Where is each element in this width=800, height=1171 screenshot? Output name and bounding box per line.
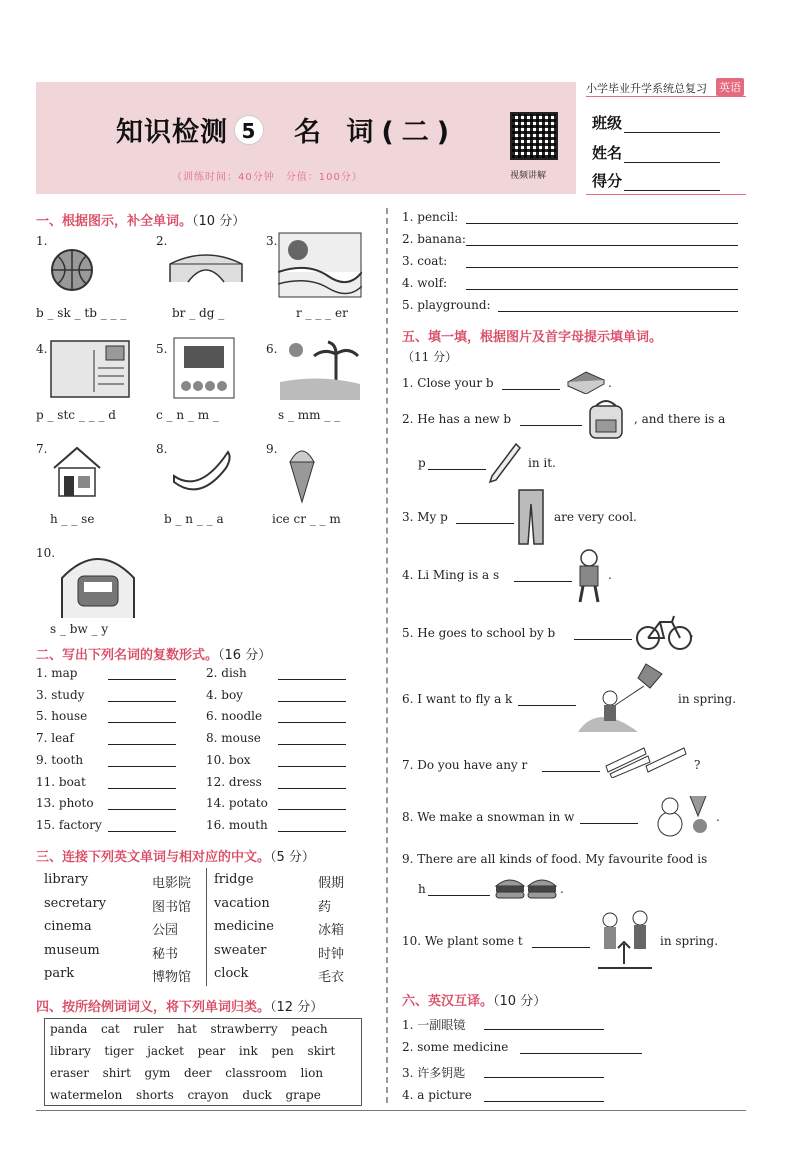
plural-answer-blank[interactable] [278, 798, 346, 810]
score-field[interactable] [592, 170, 720, 191]
score-blank[interactable] [624, 175, 720, 191]
section1-points: （10 分） [192, 214, 246, 229]
section3-title-text: 三、连接下列英文单词与相对应的中文。 [36, 850, 271, 865]
title-number: 5 [234, 115, 264, 145]
plural-item-label: 2. dish [206, 666, 247, 680]
subway-train-icon [58, 548, 138, 620]
s5-answer-blank[interactable] [502, 378, 560, 390]
word-bank-row: watermelon shorts crayon duck grape [50, 1088, 321, 1102]
s5-answer-blank[interactable] [518, 694, 576, 706]
category-answer-line[interactable] [498, 300, 738, 312]
s1-item-num: 4. [36, 342, 48, 356]
s5-answer-blank[interactable] [456, 512, 514, 524]
name-label: 姓名 [592, 144, 623, 162]
section5-title-text: 五、填一填，根据图片及首字母提示填单词。 [402, 330, 663, 345]
plural-answer-blank[interactable] [108, 668, 176, 680]
translation-answer-blank[interactable] [484, 1090, 604, 1102]
word-bank-row: library tiger jacket pear ink pen skirt [50, 1044, 336, 1058]
plural-item-label: 3. study [36, 687, 85, 702]
plural-item-label: 9. tooth [36, 752, 84, 767]
category-label: 1. pencil: [402, 210, 459, 224]
match-chinese-word[interactable]: 药 [318, 899, 332, 915]
s5-item-after: . [608, 376, 612, 390]
section2-title-text: 二、写出下列名词的复数形式。 [36, 648, 219, 663]
class-field[interactable] [592, 112, 720, 133]
section2-title [36, 644, 271, 663]
schoolbag-icon [584, 398, 628, 440]
s5-answer-blank[interactable] [514, 570, 572, 582]
translation-item: 3. 许多钥匙 [402, 1066, 466, 1080]
s5-item-after: ? [694, 758, 701, 772]
s1-item-num: 10. [36, 546, 56, 560]
plural-item-label: 10. box [206, 752, 251, 767]
section1-title-text: 一、根据图示，补全单词。 [36, 214, 193, 229]
match-chinese-word[interactable]: 毛衣 [318, 970, 345, 985]
name-field[interactable] [592, 142, 720, 163]
plural-answer-blank[interactable] [108, 777, 176, 789]
s5-answer-blank[interactable] [532, 936, 590, 948]
rulers-icon [604, 744, 688, 778]
pencil-icon [488, 440, 522, 484]
match-english-word[interactable]: secretary [44, 895, 107, 911]
section4-points: （12 分） [270, 1000, 324, 1015]
section4-title [36, 996, 323, 1015]
match-english-word[interactable]: park [44, 966, 75, 981]
section6-title [402, 990, 546, 1009]
s5-item-after: in it. [528, 456, 556, 470]
plural-answer-blank[interactable] [108, 755, 176, 767]
pants-icon [516, 488, 546, 546]
s5-item-after: , and there is a [634, 412, 726, 426]
time-and-score-note: （训练时间：40分钟 分值：100分） [172, 172, 363, 183]
category-answer-line[interactable] [466, 234, 738, 246]
plural-answer-blank[interactable] [278, 777, 346, 789]
s1-item-num: 1. [36, 234, 48, 248]
plural-item-label: 14. potato [206, 796, 268, 811]
word-bank-row: panda cat ruler hat strawberry peach [50, 1022, 328, 1036]
translation-answer-blank[interactable] [484, 1066, 604, 1078]
qr-label: 视频讲解 [510, 171, 547, 181]
section4-title-text: 四、按所给例词词义，将下列单词归类。 [36, 1000, 271, 1015]
footer-rule [36, 1110, 746, 1111]
river-icon [278, 232, 362, 298]
title-prefix: 知识检测 [116, 117, 228, 148]
s1-item-num: 7. [36, 442, 48, 456]
match-english-word[interactable]: cinema [44, 919, 92, 934]
class-blank[interactable] [624, 117, 720, 133]
s1-hint: c _ n _ m _ [156, 408, 219, 422]
hamburger-icon [494, 874, 560, 900]
translation-answer-blank[interactable] [520, 1042, 642, 1054]
s5-item-text: 8. We make a snowman in w [402, 810, 575, 824]
s5-item-after: in spring. [660, 934, 719, 948]
postcard-icon [50, 340, 130, 398]
match-chinese-word[interactable]: 图书馆 [152, 899, 192, 915]
category-label: 2. banana: [402, 232, 466, 246]
plural-answer-blank[interactable] [278, 690, 346, 702]
category-answer-line[interactable] [466, 256, 738, 268]
student-icon [574, 548, 604, 604]
match-chinese-word[interactable]: 时钟 [318, 946, 345, 962]
plural-item-label: 6. noodle [206, 709, 263, 724]
s5-item-after: . [716, 810, 720, 824]
match-chinese-word[interactable]: 假期 [318, 876, 345, 891]
s5-item-text: 1. Close your b [402, 376, 494, 390]
plural-answer-blank[interactable] [108, 798, 176, 810]
header-bottom-rule [586, 194, 746, 195]
s5-item-text: 9. There are all kinds of food. My favourite food is [402, 852, 708, 866]
s5-item-text: 7. Do you have any r [402, 758, 528, 772]
kite-icon [578, 662, 670, 732]
column-divider [386, 208, 388, 1103]
page-title [116, 110, 457, 149]
translation-item: 2. some medicine [402, 1040, 509, 1054]
s5-item-text: p [418, 456, 426, 470]
s5-item-text: 6. I want to fly a k [402, 692, 513, 706]
match-divider [206, 868, 207, 986]
s1-item-num: 6. [266, 342, 278, 356]
section3-points: （5 分） [270, 850, 315, 865]
match-chinese-word[interactable]: 秘书 [152, 946, 179, 962]
plural-item-label: 15. factory [36, 817, 102, 832]
plural-item-label: 4. boy [206, 687, 243, 702]
snowman-icon [640, 792, 714, 838]
plural-item-label: 11. boat [36, 774, 86, 789]
section6-points: （10 分） [493, 994, 547, 1009]
plural-item-label: 16. mouth [206, 817, 268, 832]
s1-hint: r _ _ _ er [296, 306, 348, 320]
s1-hint: p _ stc _ _ _ d [36, 408, 116, 422]
s5-item-text: 2. He has a new b [402, 412, 512, 426]
category-label: 4. wolf: [402, 276, 448, 290]
plural-item-label: 5. house [36, 709, 88, 724]
s1-item-num: 5. [156, 342, 168, 356]
s1-hint: s _ mm _ _ [278, 408, 341, 422]
plural-item-label: 12. dress [206, 774, 262, 789]
s5-item-after: . [690, 626, 694, 640]
plural-item-label: 13. photo [36, 796, 94, 811]
s5-item-text: 5. He goes to school by b [402, 626, 556, 640]
summer-beach-icon [280, 338, 360, 400]
s1-item-num: 9. [266, 442, 278, 456]
s1-item-num: 2. [156, 234, 168, 248]
s1-hint: ice cr _ _ m [272, 512, 341, 526]
match-english-word[interactable]: medicine [214, 919, 275, 934]
s1-item-num: 3. [266, 234, 278, 248]
s1-item-num: 8. [156, 442, 168, 456]
s5-answer-blank[interactable] [428, 458, 486, 470]
word-bank-row: eraser shirt gym deer classroom lion [50, 1066, 324, 1080]
plural-answer-blank[interactable] [108, 733, 176, 745]
match-english-word[interactable]: sweater [214, 942, 267, 958]
score-label: 得分 [592, 172, 623, 190]
plural-answer-blank[interactable] [278, 711, 346, 723]
match-english-word[interactable]: clock [214, 966, 249, 981]
s5-item-after: . [608, 568, 612, 582]
match-chinese-word[interactable]: 博物馆 [152, 970, 192, 985]
name-blank[interactable] [624, 147, 720, 163]
s5-item-after: in spring. [678, 692, 737, 706]
section3-title [36, 846, 315, 865]
s5-item-after: . [560, 882, 564, 896]
section1-title [36, 210, 245, 229]
s5-answer-blank[interactable] [574, 628, 632, 640]
match-english-word[interactable]: museum [44, 942, 100, 958]
section2-points: （16 分） [218, 648, 272, 663]
plural-item-label: 8. mouse [206, 731, 261, 746]
basketball-icon [50, 248, 94, 292]
s1-hint: b _ sk _ tb _ _ _ [36, 306, 127, 320]
s5-item-text: 3. My p [402, 510, 448, 524]
s5-item-after: are very cool. [554, 510, 637, 524]
title-topic: 名 词(二) [294, 117, 458, 148]
subject-badge: 英语 [716, 78, 744, 96]
match-english-word[interactable]: fridge [214, 872, 254, 887]
banana-icon [170, 446, 234, 492]
bicycle-icon [636, 612, 692, 652]
s5-item-text: h [418, 882, 426, 896]
book-icon [566, 368, 606, 394]
plural-answer-blank[interactable] [278, 820, 346, 832]
match-chinese-word[interactable]: 电影院 [152, 876, 192, 891]
header-rule [586, 96, 746, 97]
section5-title [402, 326, 662, 345]
bridge-icon [168, 246, 244, 286]
section6-title-text: 六、英汉互译。 [402, 994, 494, 1009]
plural-answer-blank[interactable] [278, 755, 346, 767]
category-label: 3. coat: [402, 254, 448, 268]
plural-answer-blank[interactable] [108, 711, 176, 723]
s1-hint: br _ dg _ [172, 306, 225, 320]
s1-hint: s _ bw _ y [50, 622, 109, 636]
s1-hint: h _ _ se [50, 512, 95, 526]
category-label: 5. playground: [402, 298, 491, 312]
qr-code-icon[interactable] [510, 112, 558, 160]
translation-item: 4. a picture [402, 1088, 472, 1102]
match-chinese-word[interactable]: 冰箱 [318, 923, 345, 938]
section5-points: （11 分） [402, 350, 458, 364]
match-english-word[interactable]: library [44, 872, 89, 887]
plural-answer-blank[interactable] [108, 820, 176, 832]
class-label: 班级 [592, 114, 623, 132]
plural-answer-blank[interactable] [108, 690, 176, 702]
plural-answer-blank[interactable] [278, 668, 346, 680]
translation-answer-blank[interactable] [484, 1018, 604, 1030]
cinema-icon [172, 336, 236, 400]
match-english-word[interactable]: vacation [214, 895, 270, 911]
category-answer-line[interactable] [466, 278, 738, 290]
s5-answer-blank[interactable] [542, 760, 600, 772]
plural-item-label: 1. map [36, 666, 78, 680]
translation-item: 1. 一副眼镜 [402, 1018, 466, 1032]
series-title: 小学毕业升学系统总复习 [586, 82, 707, 95]
ice-cream-icon [284, 440, 320, 504]
s5-answer-blank[interactable] [520, 414, 582, 426]
s5-answer-blank[interactable] [580, 812, 638, 824]
s1-hint: b _ n _ _ a [164, 512, 224, 526]
match-chinese-word[interactable]: 公园 [152, 923, 179, 938]
house-icon [50, 444, 104, 498]
category-answer-line[interactable] [466, 212, 738, 224]
plural-item-label: 7. leaf [36, 731, 74, 746]
s5-answer-blank[interactable] [428, 884, 490, 896]
plural-answer-blank[interactable] [278, 733, 346, 745]
s5-item-text: 4. Li Ming is a s [402, 568, 500, 582]
s5-item-text: 10. We plant some t [402, 934, 523, 948]
planting-trees-icon [594, 908, 656, 972]
